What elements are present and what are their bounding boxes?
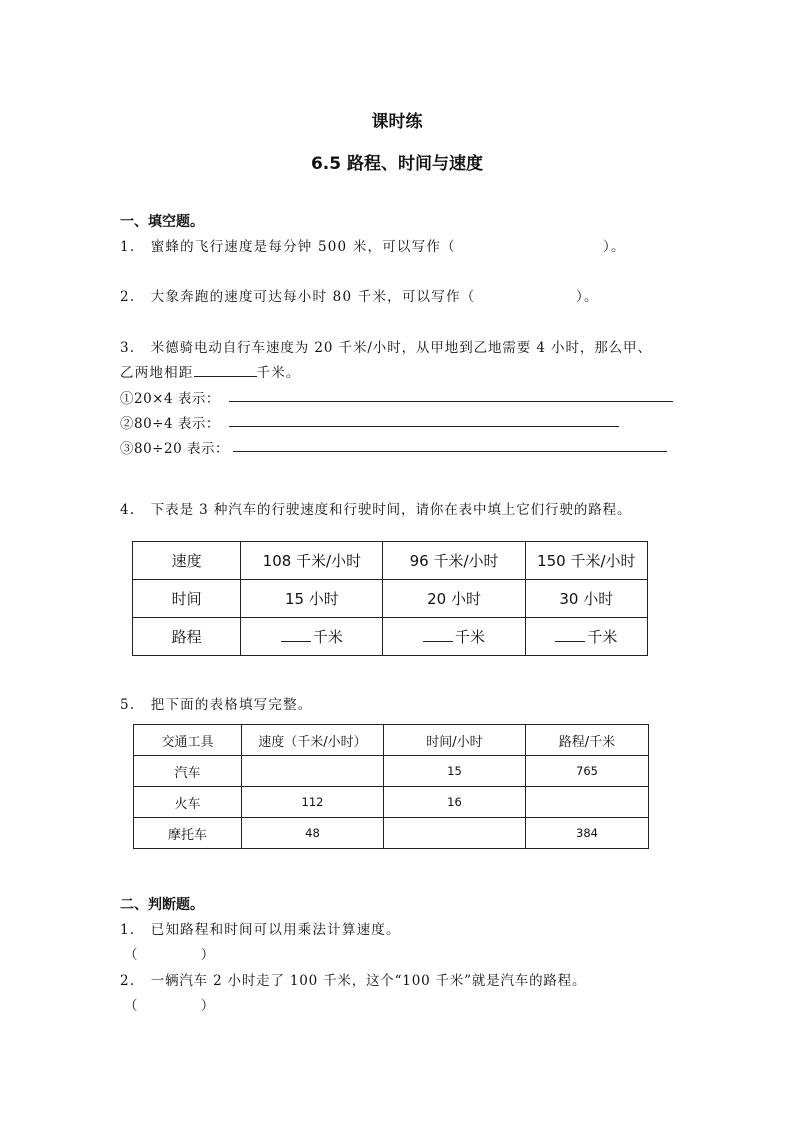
table-cell: 384 [526, 818, 649, 849]
vehicle-speed-table [132, 541, 648, 656]
answer-blank[interactable] [281, 627, 311, 642]
question-number: 2. [120, 289, 136, 305]
question-number: 3. [120, 340, 136, 356]
table-header: 路程/千米 [526, 725, 649, 756]
question-text: 已知路程和时间可以用乘法计算速度。 [150, 922, 401, 938]
table-row [134, 787, 649, 818]
question-text: 一辆汽车 2 小时走了 100 千米，这个“100 千米”就是汽车的路程。 [150, 973, 587, 989]
table-cell: 108 千米/小时 [241, 542, 383, 580]
table-cell-distance[interactable] [241, 618, 383, 656]
table-cell: 20 小时 [383, 580, 525, 618]
question-text: 乙两地相距 [120, 365, 194, 381]
unit-label: 千米 [587, 628, 618, 646]
table-cell: 汽车 [134, 756, 242, 787]
question-text: 米德骑电动自行车速度为 20 千米/小时，从甲地到乙地需要 4 小时，那么甲、 [150, 340, 652, 356]
answer-paren[interactable] [124, 994, 215, 1014]
table-header: 交通工具 [134, 725, 242, 756]
page-subtitle: 6.5 路程、时间与速度 [310, 154, 484, 174]
question-text: 下表是 3 种汽车的行驶速度和行驶时间，请你在表中填上它们行驶的路程。 [150, 502, 632, 518]
transport-table [133, 724, 649, 849]
sub-question-3: ③80÷20 表示： [120, 441, 229, 457]
table-row [134, 756, 649, 787]
question-text: 把下面的表格填写完整。 [150, 697, 313, 713]
table-cell: 16 [384, 787, 526, 818]
table-cell: 48 [242, 818, 384, 849]
question-number: 5. [120, 697, 136, 713]
judge-question-1 [120, 918, 401, 938]
answer-blank[interactable] [555, 627, 585, 642]
table-row-label: 速度 [133, 542, 241, 580]
table-row-label: 时间 [133, 580, 241, 618]
table-cell: 30 小时 [525, 580, 647, 618]
unit-label: 千米 [455, 628, 486, 646]
question-3 [120, 336, 652, 356]
section-heading-true-false: 二、判断题。 [120, 897, 204, 913]
table-cell[interactable] [526, 787, 649, 818]
table-row-label: 路程 [133, 618, 241, 656]
table-cell: 15 [384, 756, 526, 787]
paren-open: （ [124, 998, 139, 1014]
sub-question-2: ②80÷4 表示： [120, 416, 220, 432]
sub-question-1: ①20×4 表示： [120, 391, 220, 407]
answer-blank[interactable] [194, 362, 257, 377]
answer-paren-close: ）。 [603, 239, 626, 255]
table-cell[interactable] [242, 756, 384, 787]
table-cell: 150 千米/小时 [525, 542, 647, 580]
table-row [134, 818, 649, 849]
answer-blank[interactable] [423, 627, 453, 642]
table-header: 时间/小时 [384, 725, 526, 756]
table-cell-distance[interactable] [525, 618, 647, 656]
table-cell[interactable] [384, 818, 526, 849]
table-cell: 765 [526, 756, 649, 787]
paren-close: ） [200, 947, 216, 963]
question-2 [120, 285, 475, 305]
table-cell: 96 千米/小时 [383, 542, 525, 580]
unit-label: 千米 [312, 628, 343, 646]
answer-line[interactable] [229, 401, 673, 402]
question-1 [120, 235, 456, 255]
question-text: 大象奔跑的速度可达每小时 80 千米，可以写作（ [150, 289, 476, 305]
judge-question-2 [120, 969, 586, 989]
question-text: 蜜蜂的飞行速度是每分钟 500 米，可以写作（ [150, 239, 456, 255]
section-heading-fill-in: 一、填空题。 [120, 214, 204, 230]
page-title: 课时练 [371, 112, 423, 132]
answer-line[interactable] [233, 451, 667, 452]
table-cell: 摩托车 [134, 818, 242, 849]
question-number: 4. [120, 502, 136, 518]
paren-close: ） [200, 998, 216, 1014]
question-4 [120, 498, 631, 518]
question-number: 1. [120, 239, 136, 255]
question-3-line2 [120, 361, 301, 381]
table-header: 速度（千米/小时） [242, 725, 384, 756]
table-cell: 15 小时 [241, 580, 383, 618]
question-number: 2. [120, 973, 136, 989]
question-text: 千米。 [256, 365, 301, 381]
question-5 [120, 693, 312, 713]
answer-line[interactable] [229, 426, 619, 427]
answer-paren-close: ）。 [576, 289, 599, 305]
table-cell: 112 [242, 787, 384, 818]
table-cell-distance[interactable] [383, 618, 525, 656]
paren-open: （ [124, 947, 139, 963]
answer-paren[interactable] [124, 943, 215, 963]
table-cell: 火车 [134, 787, 242, 818]
question-number: 1. [120, 922, 136, 938]
